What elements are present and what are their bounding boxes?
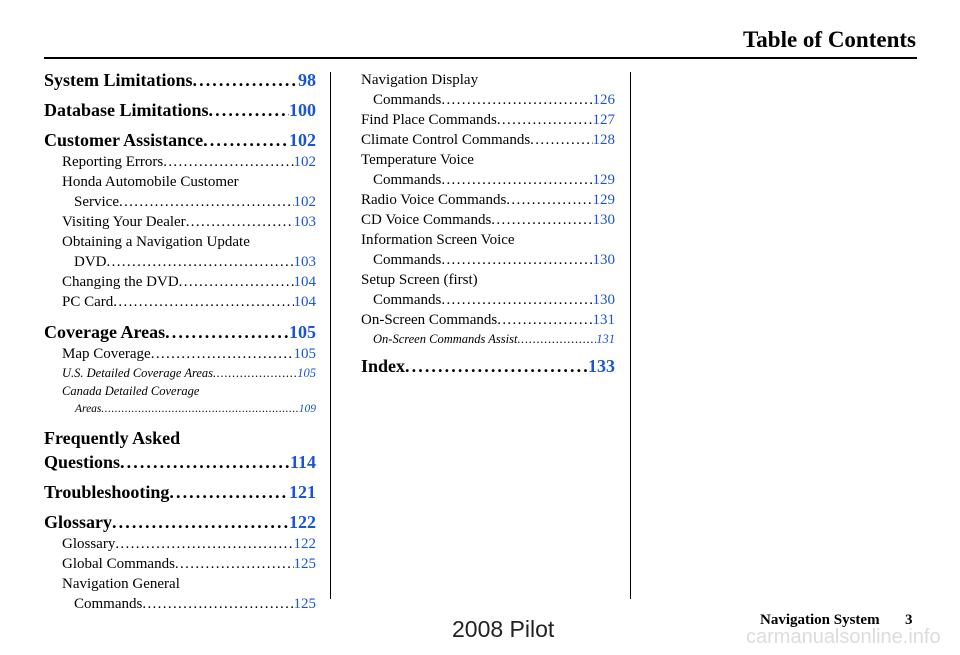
page-link[interactable]: 127 <box>592 112 615 128</box>
page-link[interactable]: 109 <box>298 403 316 415</box>
page-link[interactable]: 130 <box>592 252 615 268</box>
toc-entry-us-detailed[interactable]: U.S. Detailed Coverage Areas . . . 105 <box>62 364 316 382</box>
page-link[interactable]: 104 <box>293 274 316 290</box>
toc-column-2 <box>361 70 615 378</box>
toc-entry-temp-voice-line1: Temperature Voice <box>361 152 474 168</box>
toc-entry-glossary-section[interactable]: Glossary . . . 122 <box>44 510 316 534</box>
page-link[interactable]: 122 <box>289 512 316 532</box>
toc-entry-faq-line1: Frequently Asked <box>44 428 181 448</box>
column-divider <box>630 72 631 599</box>
page-title: Table of Contents <box>743 27 916 52</box>
toc-entry-info-screen-line1: Information Screen Voice <box>361 232 515 248</box>
page-link[interactable]: 122 <box>293 536 316 552</box>
toc-entry-on-screen[interactable]: On-Screen Commands . . . 131 <box>361 310 615 330</box>
toc-entry-canada-detailed[interactable]: Areas . . . 109 <box>62 400 316 418</box>
page-link[interactable]: 103 <box>293 214 316 230</box>
page-link[interactable]: 126 <box>592 92 615 108</box>
toc-entry-map-coverage[interactable]: Map Coverage . . . 105 <box>62 344 316 364</box>
page-link[interactable]: 130 <box>592 212 615 228</box>
toc-entry-nav-general-line1: Navigation General <box>62 576 180 592</box>
toc-entry-canada-detailed-line1: Canada Detailed Coverage <box>62 384 200 398</box>
toc-entry-cd-voice[interactable]: CD Voice Commands . . . 130 <box>361 210 615 230</box>
toc-entry-coverage-areas[interactable]: Coverage Areas . . . 105 <box>44 320 316 344</box>
page-number: 3 <box>905 612 913 628</box>
toc-entry-glossary[interactable]: Glossary . . . 122 <box>62 534 316 554</box>
page-link[interactable]: 103 <box>293 254 316 270</box>
toc-entry-info-screen[interactable]: Commands . . . 130 <box>361 250 615 270</box>
toc-entry-setup-screen-line1: Setup Screen (first) <box>361 272 478 288</box>
header-rule <box>44 57 917 59</box>
toc-entry-customer-assistance[interactable]: Customer Assistance . . . 102 <box>44 128 316 152</box>
page-link[interactable]: 125 <box>293 556 316 572</box>
page-link[interactable]: 105 <box>293 346 316 362</box>
toc-entry-faq[interactable]: Questions . . . 114 <box>44 450 316 474</box>
column-divider <box>330 72 331 599</box>
toc-entry-pc-card[interactable]: PC Card . . . 104 <box>62 292 316 312</box>
page-link[interactable]: 133 <box>588 356 615 376</box>
page-link[interactable]: 98 <box>298 70 316 90</box>
toc-entry-on-screen-assist[interactable]: On-Screen Commands Assist . . . 131 <box>361 330 615 348</box>
page-link[interactable]: 131 <box>592 312 615 328</box>
toc-entry-obtaining-update[interactable]: DVD . . . 103 <box>62 252 316 272</box>
toc-entry-reporting-errors[interactable]: Reporting Errors . . . 102 <box>62 152 316 172</box>
toc-entry-find-place[interactable]: Find Place Commands . . . 127 <box>361 110 615 130</box>
toc-entry-honda-service-line1: Honda Automobile Customer <box>62 174 239 190</box>
page-link[interactable]: 121 <box>289 482 316 502</box>
toc-entry-honda-service[interactable]: Service . . . 102 <box>62 192 316 212</box>
page-link[interactable]: 128 <box>592 132 615 148</box>
page-link[interactable]: 102 <box>293 194 316 210</box>
toc-entry-nav-display[interactable]: Commands . . . 126 <box>361 90 615 110</box>
toc-entry-changing-dvd[interactable]: Changing the DVD . . . 104 <box>62 272 316 292</box>
toc-entry-global-commands[interactable]: Global Commands . . . 125 <box>62 554 316 574</box>
page-link[interactable]: 105 <box>297 366 316 380</box>
page-link[interactable]: 125 <box>293 596 316 612</box>
toc-entry-climate[interactable]: Climate Control Commands . . . 128 <box>361 130 615 150</box>
page-link[interactable]: 100 <box>289 100 316 120</box>
toc-entry-nav-general[interactable]: Commands . . . 125 <box>62 594 316 614</box>
page-link[interactable]: 129 <box>592 172 615 188</box>
page-link[interactable]: 130 <box>592 292 615 308</box>
page-link[interactable]: 105 <box>289 322 316 342</box>
toc-entry-radio-voice[interactable]: Radio Voice Commands . . . 129 <box>361 190 615 210</box>
toc-entry-visiting-dealer[interactable]: Visiting Your Dealer . . . 103 <box>62 212 316 232</box>
toc-entry-setup-screen[interactable]: Commands . . . 130 <box>361 290 615 310</box>
model-watermark: 2008 Pilot <box>452 616 555 642</box>
toc-entry-system-limitations[interactable]: System Limitations . . . 98 <box>44 68 316 92</box>
toc-entry-index[interactable]: Index . . . 133 <box>361 354 615 378</box>
toc-entry-troubleshooting[interactable]: Troubleshooting . . . 121 <box>44 480 316 504</box>
toc-entry-nav-display-line1: Navigation Display <box>361 72 479 88</box>
toc-entry-database-limitations[interactable]: Database Limitations . . . 100 <box>44 98 316 122</box>
page-link[interactable]: 102 <box>293 154 316 170</box>
page-link[interactable]: 129 <box>592 192 615 208</box>
site-watermark: carmanualsonline.info <box>746 626 941 648</box>
page-link[interactable]: 104 <box>293 294 316 310</box>
page-link[interactable]: 131 <box>596 332 615 346</box>
toc-column-1 <box>44 66 316 614</box>
footer-section-name: Navigation System <box>760 612 880 628</box>
toc-entry-obtaining-update-line1: Obtaining a Navigation Update <box>62 234 250 250</box>
page-link[interactable]: 102 <box>289 130 316 150</box>
toc-entry-temp-voice[interactable]: Commands . . . 129 <box>361 170 615 190</box>
page-link[interactable]: 114 <box>289 452 316 472</box>
